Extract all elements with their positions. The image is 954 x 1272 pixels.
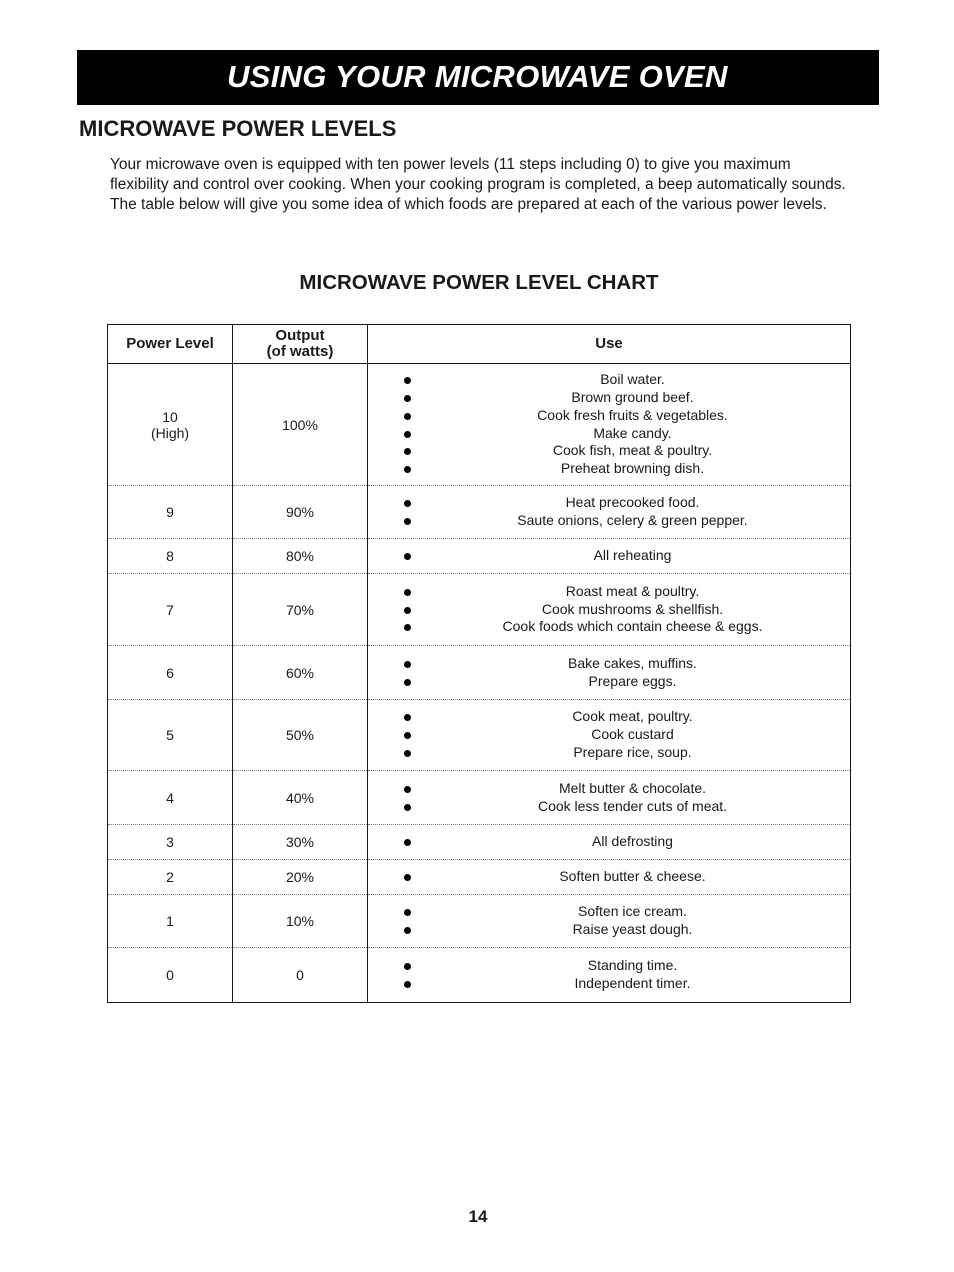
power-level-cell: [108, 646, 233, 700]
use-list-item: Standing time.: [404, 957, 850, 975]
use-cell: [368, 486, 851, 539]
output-cell: 10%: [233, 895, 368, 948]
power-level-value: 5: [166, 727, 174, 743]
use-list: [368, 583, 850, 636]
header-output-line1: Output: [275, 327, 325, 344]
use-cell: [368, 574, 851, 646]
use-cell: [368, 771, 851, 825]
header-output-line2: (of watts): [266, 343, 334, 360]
header-use: Use: [368, 325, 851, 364]
output-cell: 80%: [233, 539, 368, 574]
power-level-value: 8: [166, 548, 174, 564]
use-list: [368, 780, 850, 816]
output-cell: 60%: [233, 646, 368, 700]
use-list-item: Cook mushrooms & shellfish.: [404, 601, 850, 619]
table-row: [108, 700, 851, 771]
chart-title: MICROWAVE POWER LEVEL CHART: [299, 271, 659, 294]
output-cell: 20%: [233, 860, 368, 895]
use-list-item: Melt butter & chocolate.: [404, 780, 850, 798]
use-cell: [368, 948, 851, 1003]
use-list-item: Cook foods which contain cheese & eggs.: [404, 618, 850, 636]
table-row: [108, 860, 851, 895]
output-cell: 90%: [233, 486, 368, 539]
use-cell: [368, 364, 851, 486]
page-title: USING YOUR MICROWAVE OVEN: [227, 59, 728, 94]
use-list: [368, 547, 850, 565]
table-row: [108, 486, 851, 539]
use-list-item: Soften butter & cheese.: [404, 868, 850, 886]
use-list: [368, 494, 850, 530]
use-list-item: Soften ice cream.: [404, 903, 850, 921]
power-level-cell: [108, 486, 233, 539]
use-cell: [368, 895, 851, 948]
page-number: 14: [468, 1207, 488, 1226]
power-level-value: 7: [166, 601, 174, 618]
output-cell: 40%: [233, 771, 368, 825]
use-list: [368, 833, 850, 851]
use-cell: [368, 860, 851, 895]
power-level-cell: [108, 771, 233, 825]
power-level-cell: [108, 539, 233, 574]
use-cell: [368, 646, 851, 700]
power-level-value: 2: [166, 869, 174, 885]
output-cell: 0: [233, 948, 368, 1003]
use-list-item: Preheat browning dish.: [404, 460, 850, 478]
title-banner: [77, 50, 879, 105]
section-heading: MICROWAVE POWER LEVELS: [79, 116, 397, 141]
power-level-value: 0: [166, 967, 174, 983]
power-level-value: 4: [166, 789, 174, 806]
use-list-item: Cook fish, meat & poultry.: [404, 442, 850, 460]
table-row: [108, 895, 851, 948]
power-level-cell: [108, 825, 233, 860]
power-level-value: 3: [166, 834, 174, 850]
use-list-item: Independent timer.: [404, 975, 850, 993]
table-row: [108, 646, 851, 700]
use-list-item: Bake cakes, muffins.: [404, 655, 850, 673]
use-list-item: Make candy.: [404, 425, 850, 443]
use-list: [368, 903, 850, 939]
power-level-value: 1: [166, 913, 174, 929]
use-list-item: Cook custard: [404, 726, 850, 744]
use-cell: [368, 539, 851, 574]
output-cell: 70%: [233, 574, 368, 646]
use-list-item: Prepare eggs.: [404, 673, 850, 691]
use-list: [368, 868, 850, 886]
use-list: [368, 655, 850, 691]
use-list-item: Cook fresh fruits & vegetables.: [404, 407, 850, 425]
use-list: [368, 371, 850, 478]
use-list-item: Raise yeast dough.: [404, 921, 850, 939]
use-list-item: Saute onions, celery & green pepper.: [404, 512, 850, 530]
power-level-value: 6: [166, 664, 174, 681]
intro-paragraph: Your microwave oven is equipped with ten power levels (11 steps including 0) to give you maximum flexibility and control over cooking. When your cooking program is completed, a beep automatically sounds. The table below will give you some idea of which foods are prepared at each of the various power levels.: [110, 156, 846, 213]
power-level-table: [107, 324, 851, 1003]
power-level-value: 9: [166, 504, 174, 520]
header-power-level: Power Level: [108, 325, 233, 364]
power-level-cell: [108, 700, 233, 771]
use-cell: [368, 700, 851, 771]
table-header-row: [108, 325, 851, 364]
use-list-item: Roast meat & poultry.: [404, 583, 850, 601]
use-cell: [368, 825, 851, 860]
output-cell: 100%: [233, 364, 368, 486]
power-level-value: 10: [162, 408, 178, 425]
table-row: [108, 574, 851, 646]
power-level-cell: [108, 364, 233, 486]
use-list-item: All reheating: [404, 547, 850, 565]
use-list-item: Brown ground beef.: [404, 389, 850, 407]
output-cell: 50%: [233, 700, 368, 771]
table-row: [108, 539, 851, 574]
use-list-item: Boil water.: [404, 371, 850, 389]
power-level-cell: [108, 574, 233, 646]
header-output: [233, 325, 368, 364]
use-list-item: Heat precooked food.: [404, 494, 850, 512]
use-list-item: Cook less tender cuts of meat.: [404, 798, 850, 816]
use-list-item: Prepare rice, soup.: [404, 744, 850, 762]
power-level-cell: [108, 895, 233, 948]
power-level-cell: [108, 948, 233, 1003]
use-list-item: Cook meat, poultry.: [404, 708, 850, 726]
table-row: [108, 771, 851, 825]
power-level-cell: [108, 860, 233, 895]
table-row: [108, 948, 851, 1003]
output-cell: 30%: [233, 825, 368, 860]
use-list-item: All defrosting: [404, 833, 850, 851]
table-body: [108, 364, 851, 1003]
power-level-sublabel: (High): [150, 424, 190, 441]
table-row: [108, 364, 851, 486]
use-list: [368, 957, 850, 993]
use-list: [368, 708, 850, 761]
table-row: [108, 825, 851, 860]
